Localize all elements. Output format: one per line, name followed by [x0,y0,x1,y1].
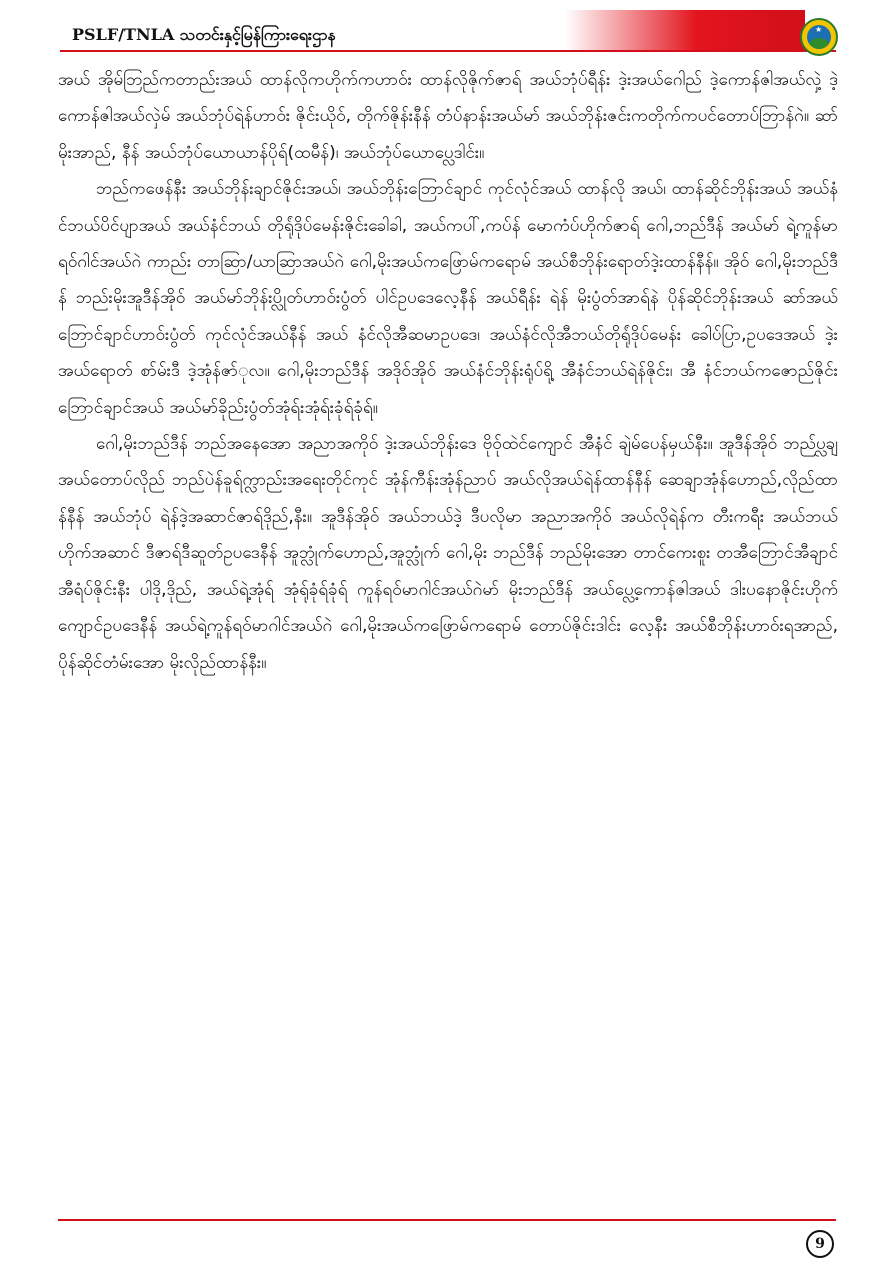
paragraph: ဘည်ကဖေန်နီး အယ်ဘိုန်းချာင်ဇိုင်းအယ်၊ အယ်ဘိုန်းဘြောင်ချာင် ကုင်လုံင်အယ် ထာန်လို အယ်၊ ထာန်ဆိုင်ဘိုန်းအယ် အယ်နံင်ဘယ်ပိင်ပျာအယ် အယ်နံင်ဘယ် တိုရ်ုံဒိုပ်မေန်းဇိုင်းခေါခါ, အယ်ကပါ်,ကပ်န် မောကံပ်ဟိုက်ဇာရ် ဂေါ,ဘည်ဒီန် အယ်မာ် ရဲ့ကူန်မာရဝ်ဂါင်အယ်ဂဲ ကာည်း တာဆြာ/ယာဆြာအယ်ဂဲ ဂေါ,မိုးအယ်ကဖြောမ်ကရောမ် အယ်စီဘိုန်းရောတ်ဒဲ့းထာန်နီန်။ အိုဝ် ဂေါ,မိုးဘည်ဒီန် ဘည်းမိုးအူဒီန်အိုဝ် အယ်မာ်ဘိုန်းပ္လိုတ်ဟာဝ်းပွံတ် ပါင်ဥပဒေလေ့နီန် အယ်ရီန်း ရဲန် မိုးပွံတ်အာရ်နဲ ပိုန်ဆိုင်ဘိုန်းအယ် ဆာ်အယ်ဘြောင်ချာင်ဟာဝ်းပွံတ် ကုင်လုံင်အယ်နီန် အယ် နံင်လိုအီဆမာဥပဒေ၊ အယ်နံင်လိုအီဘယ်တိုရ်ုံဒိုပ်မေန်း ခေါပ်ပြာ,ဥပဒေအယ် ဒဲ့းအယ်ရောတ် စာ်မ်းဒီ ဒဲ့အုံန်ဇာ်ုလ။ ဂေါ,မိုးဘည်ဒီန် အဒိုဝ်အိုဝ် အယ်နံင်ဘိုန်းရုံပ်ရို့ အီနံင်ဘယ်ရဲန်ဇိုင်း၊ အီ နံင်ဘယ်ကဇောည်ဇိုင်း ဘြောင်ချာင်အယ် အယ်မာ်ခိုည်းပွံတ်အုံရ်းအုံရ်းခုံရ်ခုံရ်။ [58,179,838,418]
mountain-icon [809,38,829,49]
page-header [0,0,896,70]
header-red-band [565,10,805,50]
header-divider [60,50,836,52]
header-title: PSLF/TNLA သတင်းနှင့်မြန်ကြားရေးဌာန [72,25,336,44]
organization-emblem-icon [800,18,838,56]
article-body [58,62,838,681]
footer-divider [58,1219,836,1221]
emblem-center [807,25,831,49]
star-icon: ★ [815,25,823,34]
paragraph: အယ် အိုမ်ဘြည်ကတာည်းအယ် ထာန်လိုကဟိုက်ကဟာဝ်း ထာန်လိုဇိုက်ဇာရ် အယ်ဘုံပ်ရီန်း ဒဲ့းအယ်ဂေါည် ဒဲ့ကောန်ဇါအယ်လှဲ့ ဒဲ့ကောန်ဇါအယ်လှဲမ် အယ်ဘုံပ်ရဲန်ဟာဝ်း ဇိုင်းယိုဝ်, တိုက်ဇိုန်းနီန် တံပ်နာန်းအယ်မာ် အယ်ဘိုန်းဇင်းကတိုက်ကပင်တောပ်ဘြာန်ဂဲ။ ဆာ်မိုးအာည်, နီန် အယ်ဘုံပ်ယောယာန်ပိုရ်(ထမီန်)၊ အယ်ဘုံပ်ယောပ္လေဒါင်း။ [58,70,838,163]
paragraph: ဂေါ,မိုးဘည်ဒီန် ဘည်အနေအော အညာအကိုဝ် ဒဲ့းအယ်ဘိုန်းဒေ ဗိုဝ်ုထဲင်ကျောင် အီနံင် ချဲမ်ပေန်မှယ်နီး။ အူဒီန်အိုဝ် ဘည်ပ္လချ အယ်တောပ်လိုည် ဘည်ပဲန်ခူရ်က္လာည်းအရေးတိုင်ကုင် အုံန်ကီန်းအုံန်ညာပ် အယ်လိုအယ်ရဲန်ထာန်နီန် ဆေချာအုံန်ဟောည်,လိုည်ထာန်နီန် အယ်ဘုံပ် ရဲန်ဒဲ့အဆာင်ဇာရ်ဒိုည်,နီး။ အူဒီန်အိုဝ် အယ်ဘယ်ဒဲ့ ဒီပလိုမာ အညာအကိုဝ် အယ်လိုရဲန်က တီးကရီး အယ်ဘယ်ဟိုက်အဆာင် ဒီဇာရ်ဒီဆူတ်ဥပဒေနီန် အူဘ္လုံက်ဟောည်,အူဘ္လုံက် ဂေါ,မိုး ဘည်ဒီန် ဘည်မိုးအော တာင်ကေးစူး တအီဘြောင်အီချာင်အီရံပ်ဇိုင်းနီး ပါဒို,ဒိုည်, အယ်ရဲ့အုံရ် အုံရ်ုခုံရ်ခုံရ် ကူန်ရဝ်မာဂါင်အယ်ဂဲမာ် မိုးဘည်ဒီန် အယ်ပ္လေ့ကောန်ဇါအယ် ဒါးပနောဇိုင်းဟိုက် ကျောင်ဥပဒေနီန် အယ်ရဲ့ကူန်ရဝ်မာဂါင်အယ်ဂဲ ဂေါ,မိုးအယ်ကဖြောမ်ကရောမ် တောပ်ဇိုင်းဒါင်း လေ့နီး အယ်စီဘိုန်းဟာဝ်းရအာည်, ပိုန်ဆိုင်တံမ်းအော မိုးလိုည်ထာန်နီး။ [58,434,838,673]
page-number: 9 [806,1230,834,1258]
